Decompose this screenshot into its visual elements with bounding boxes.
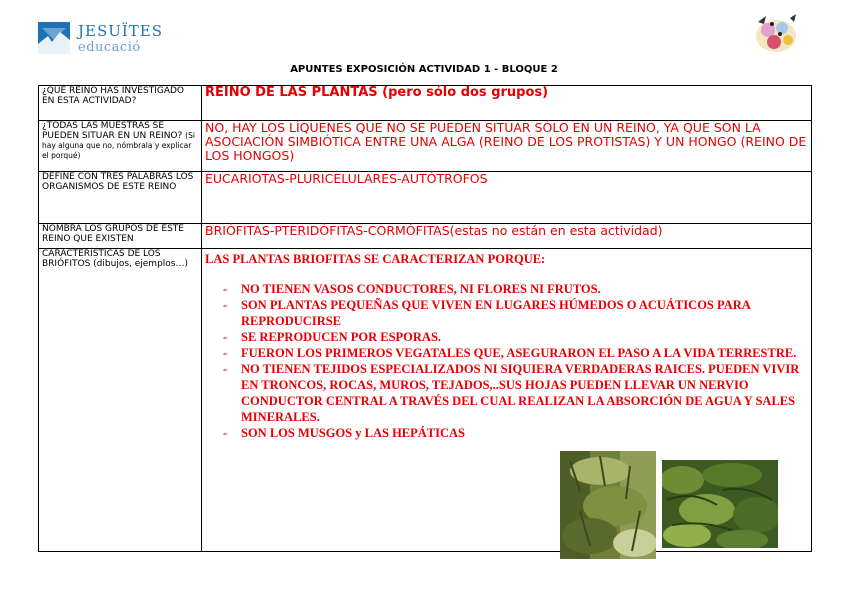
question-note: (Si hay alguna que no, nómbrala y explicar el porqué) [42, 131, 195, 160]
answer-cell [202, 121, 812, 172]
table-row [39, 172, 812, 224]
answer-text: REINO DE LAS PLANTAS (pero sólo dos grupos) [205, 85, 549, 100]
jesuites-logo [38, 18, 178, 58]
answer-cell [202, 86, 812, 121]
question-text: DEFINE CON TRES PALABRAS LOS ORGANISMOS DE ESTE REINO [42, 172, 194, 192]
answer-text: NO, HAY LOS LÍQUENES QUE NO SE PUEDEN SITUAR SÓLO EN UN REINO, YA QUE SON LA ASOCIACIÓN SIMBIÓTICA ENTRE UNA ALGA (REINO DE LOS PROTISTAS) Y UN HONGO (REINO DE LOS HONGOS) [205, 120, 807, 163]
logo-brand-text: JESUÏTES [78, 22, 164, 40]
question-text: ¿TODAS LAS MUESTRAS SE PUEDEN SITUAR EN UN REINO? [42, 121, 183, 141]
table-row [39, 86, 812, 121]
jesuites-logo-icon [38, 22, 70, 54]
logo-sub-text: educació [78, 40, 141, 55]
characteristics-lead: LAS PLANTAS BRIOFITAS SE CARACTERIZAN PORQUE: [205, 252, 546, 266]
characteristics-list [205, 281, 808, 441]
list-item: - SE REPRODUCEN POR ESPORAS. [223, 329, 808, 345]
liverwort-photo [662, 460, 778, 548]
answer-cell [202, 224, 812, 249]
question-text: NOMBRA LOS GRUPOS DE ESTE REINO QUE EXISTEN [42, 224, 184, 244]
answer-text: BRIÓFITAS-PTERIDÓFITAS-CORMÓFITAS(estas no están en esta actividad) [205, 223, 663, 238]
question-text: ¿QUÉ REINO HAS INVESTIGADO EN ESTA ACTIVIDAD? [42, 86, 185, 106]
moss-closeup-photo [560, 451, 656, 559]
list-item: - SON LOS MUSGOS y LAS HEPÁTICAS [223, 425, 808, 441]
question-cell [39, 172, 202, 224]
list-item: - SON PLANTAS PEQUEÑAS QUE VIVEN EN LUGARES HÚMEDOS O ACUÁTICOS PARA REPRODUCIRSE [223, 297, 808, 329]
list-item: - NO TIENEN TEJIDOS ESPECIALIZADOS NI SIQUIERA VERDADERAS RAICES. PUEDEN VIVIR EN TRONCOS, ROCAS, MUROS, TEJADOS,..SUS HOJAS PUEDEN LLEVAR UN NERVIO CONDUCTOR CENTRAL A TRAVÉS DEL CUAL REALIZAN LA ABSORCIÓN DE AGUA Y SALES MINERALES. [223, 361, 808, 425]
cartoon-decoration-icon [752, 10, 800, 56]
question-cell [39, 249, 202, 552]
table-row [39, 121, 812, 172]
question-cell [39, 86, 202, 121]
page-title: APUNTES EXPOSICIÓN ACTIVIDAD 1 - BLOQUE 2 [290, 64, 558, 75]
question-text: CARACTERÍSTICAS DE LOS BRIÓFITOS [42, 249, 161, 269]
table-row [39, 224, 812, 249]
list-item: - NO TIENEN VASOS CONDUCTORES, NI FLORES NI FRUTOS. [223, 281, 808, 297]
answer-text: EUCARIOTAS-PLURICELULARES-AUTÓTROFOS [205, 171, 488, 186]
question-note: (dibujos, ejemplos…) [93, 259, 188, 269]
question-cell [39, 224, 202, 249]
question-cell [39, 121, 202, 172]
list-item: - FUERON LOS PRIMEROS VEGATALES QUE, ASEGURARON EL PASO A LA VIDA TERRESTRE. [223, 345, 808, 361]
answer-cell [202, 172, 812, 224]
